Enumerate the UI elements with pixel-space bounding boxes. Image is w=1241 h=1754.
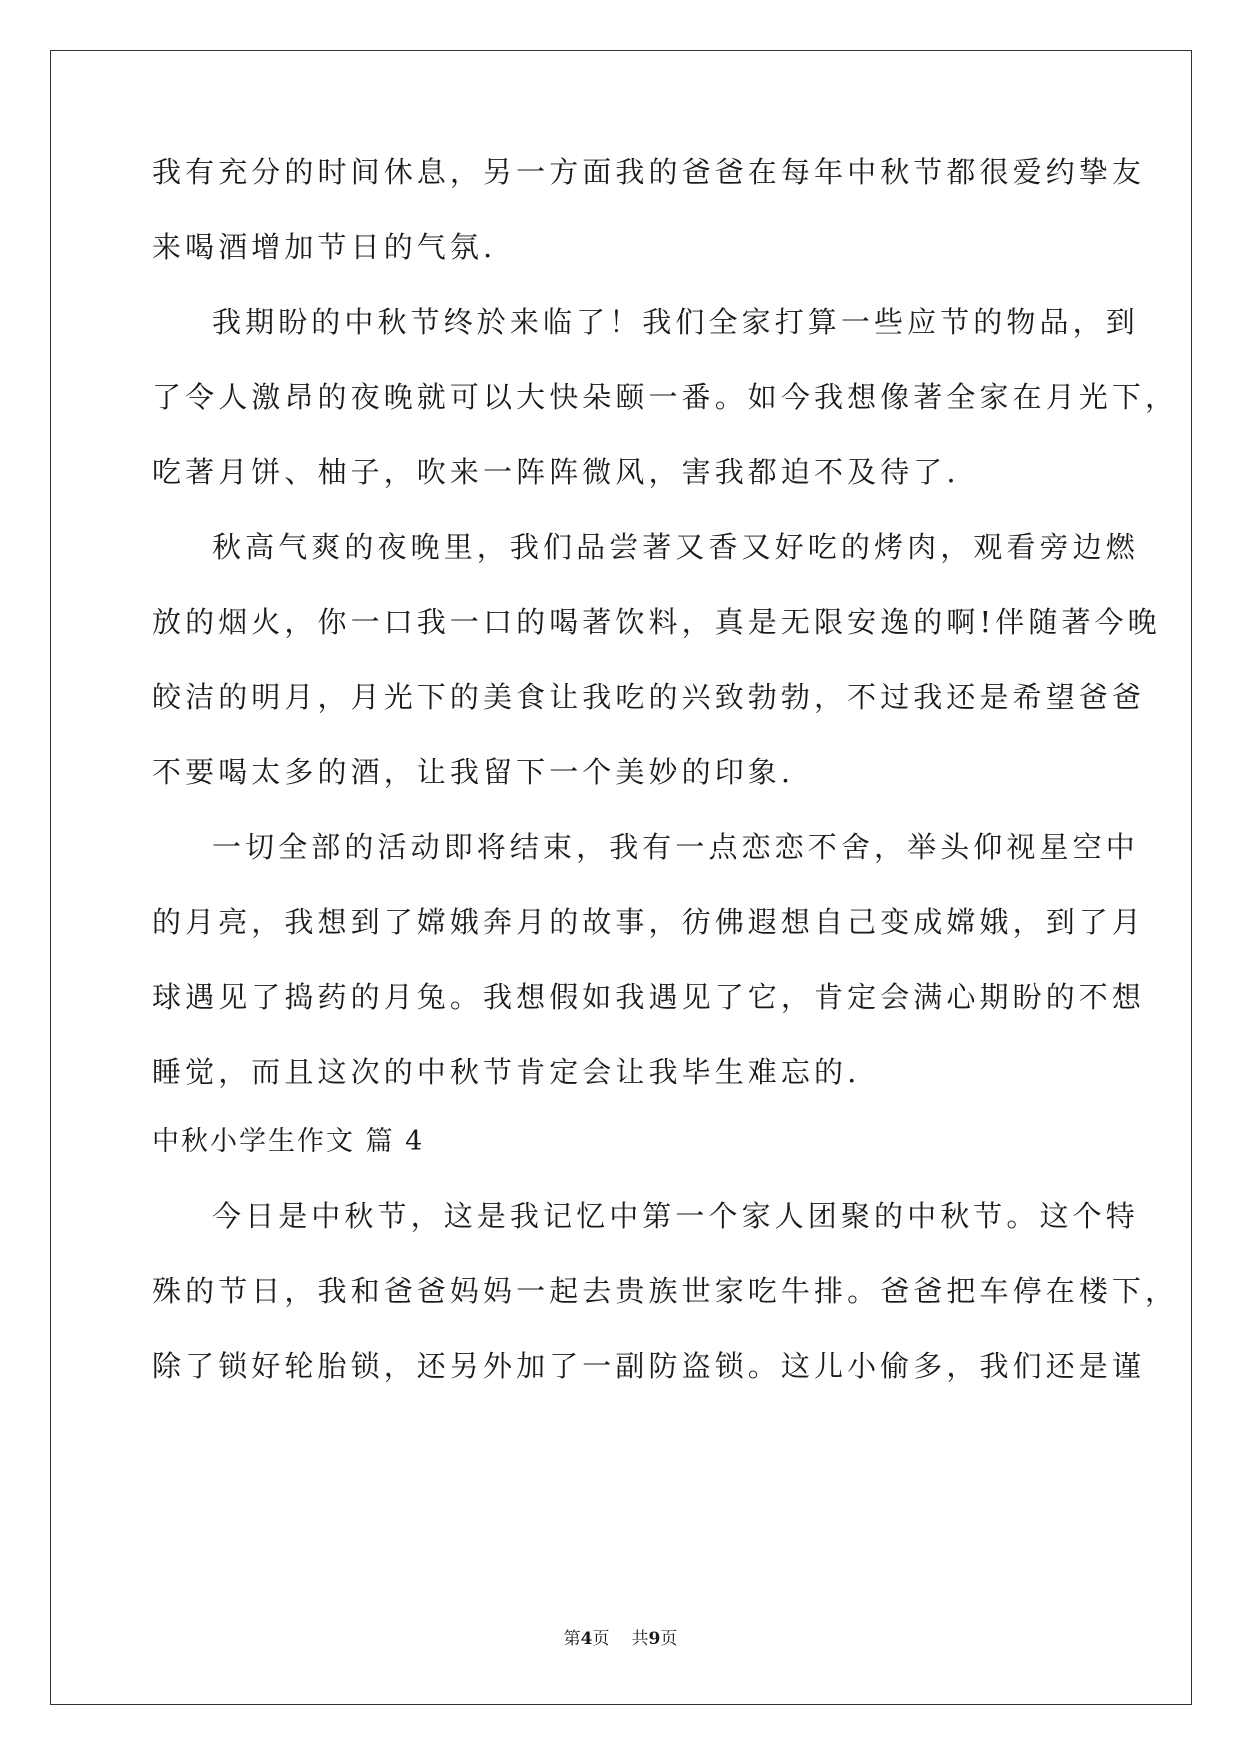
text-line: 今日是中秋节，这是我记忆中第一个家人团聚的中秋节。这个特 (212, 1199, 1139, 1233)
text-line: 来喝酒增加节日的气氛. (152, 230, 497, 264)
text-line: 秋高气爽的夜晚里，我们品尝著又香又好吃的烤肉，观看旁边燃 (212, 530, 1139, 564)
current-page-number: 4 (580, 1629, 593, 1649)
footer-total-prefix: 共 (631, 1629, 649, 1649)
text-line: 殊的节日，我和爸爸妈妈一起去贵族世家吃牛排。爸爸把车停在楼下， (152, 1274, 1179, 1308)
text-line: 吃著月饼、柚子，吹来一阵阵微风，害我都迫不及待了. (152, 455, 960, 489)
footer-prefix: 第 (563, 1629, 581, 1649)
text-line: 我有充分的时间休息，另一方面我的爸爸在每年中秋节都很爱约挚友 (152, 155, 1146, 189)
text-line: 放的烟火，你一口我一口的喝著饮料，真是无限安逸的啊!伴随著今晚 (152, 605, 1161, 639)
total-pages-number: 9 (648, 1629, 661, 1649)
footer-page-suffix: 页 (592, 1629, 610, 1649)
text-line: 的月亮，我想到了嫦娥奔月的故事，彷佛遐想自己变成嫦娥，到了月 (152, 905, 1146, 939)
text-line: 皎洁的明月，月光下的美食让我吃的兴致勃勃，不过我还是希望爸爸 (152, 680, 1146, 714)
text-line: 我期盼的中秋节终於来临了！我们全家打算一些应节的物品，到 (212, 305, 1139, 339)
text-line: 除了锁好轮胎锁，还另外加了一副防盗锁。这儿小偷多，我们还是谨 (152, 1349, 1146, 1383)
text-line: 一切全部的活动即将结束，我有一点恋恋不舍，举头仰视星空中 (212, 830, 1139, 864)
page-border (50, 50, 1192, 1705)
footer-total-suffix: 页 (660, 1629, 678, 1649)
text-line: 睡觉，而且这次的中秋节肯定会让我毕生难忘的. (152, 1055, 861, 1089)
text-line: 不要喝太多的酒，让我留下一个美妙的印象. (152, 755, 795, 789)
text-line: 球遇见了捣药的月兔。我想假如我遇见了它，肯定会满心期盼的不想 (152, 980, 1146, 1014)
section-heading: 中秋小学生作文 篇 4 (152, 1126, 425, 1157)
text-line: 了令人激昂的夜晚就可以大快朵颐一番。如今我想像著全家在月光下， (152, 380, 1179, 414)
page-footer (0, 1628, 1241, 1650)
